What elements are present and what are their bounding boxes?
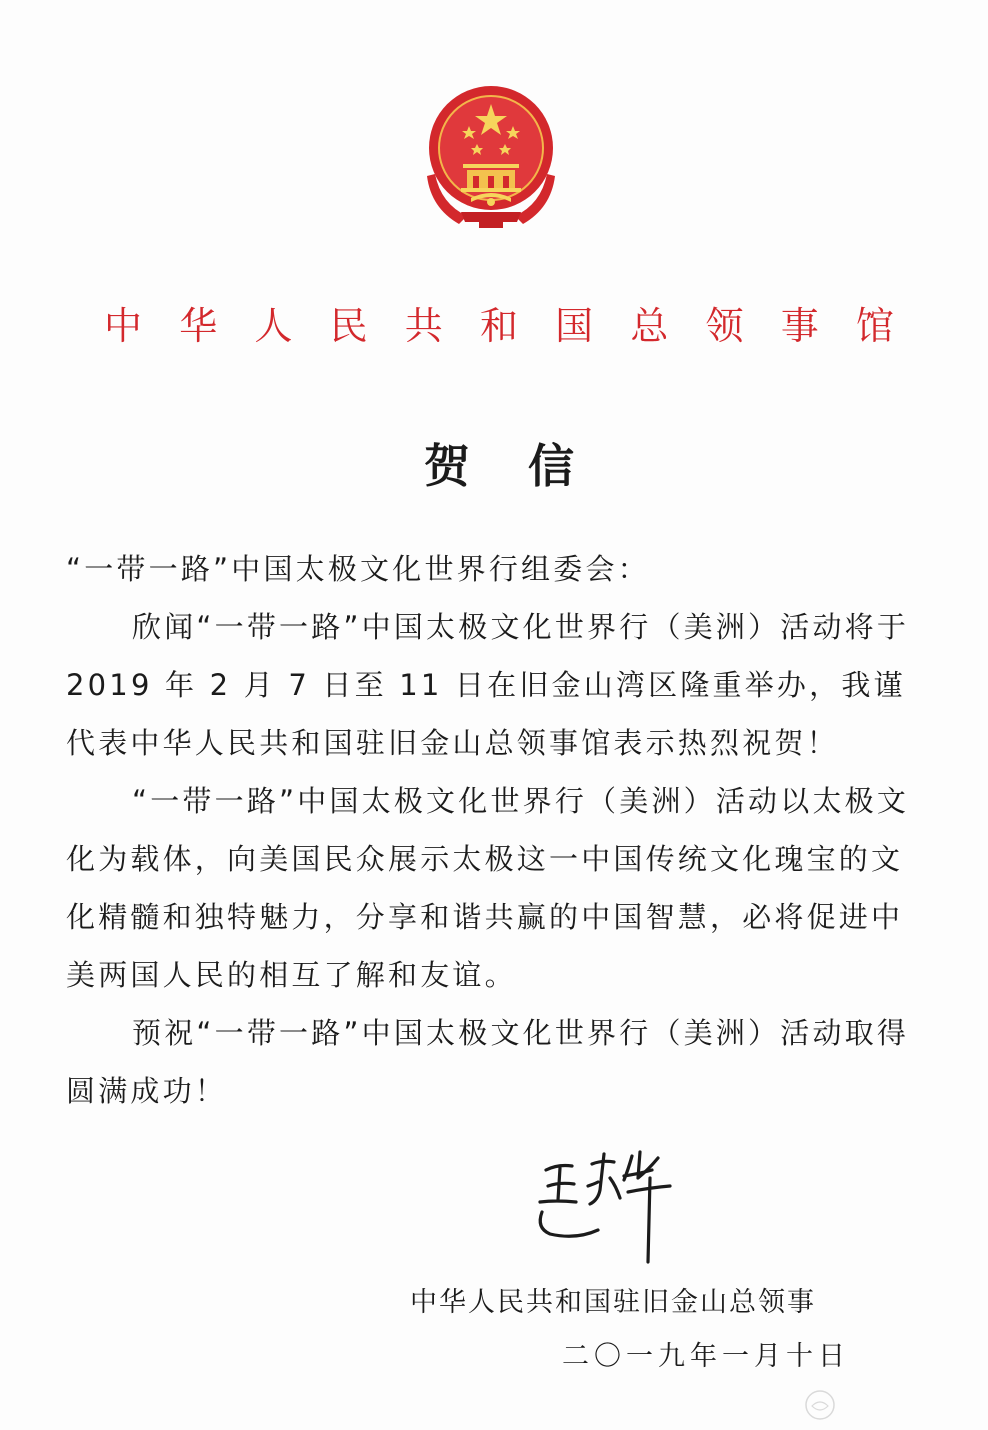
paragraph-2: “一带一路”中国太极文化世界行（美洲）活动以太极文化为载体，向美国民众展示太极这一中国传统文化瑰宝的文化精髓和独特魅力，分享和谐共赢的中国智慧，必将促进中美两国人民的相互了解和友谊。: [66, 784, 910, 992]
document-title: [424, 428, 574, 498]
letterhead-char: 领: [705, 304, 744, 348]
title-char: 信: [528, 439, 574, 493]
handwritten-signature: [528, 1130, 698, 1270]
signer-title: 中华人民共和国驻旧金山总领事: [410, 1287, 816, 1318]
letterhead-char: 总: [630, 304, 669, 348]
letterhead-char: 共: [404, 304, 443, 348]
title-char: 贺: [424, 439, 470, 493]
letter-date: 二〇一九年一月十日: [562, 1341, 850, 1372]
letterhead-char: 人: [254, 304, 293, 348]
paragraph-3: 预祝“一带一路”中国太极文化世界行（美洲）活动取得圆满成功！: [66, 1016, 910, 1108]
letterhead-char: 民: [329, 304, 368, 348]
letterhead-char: 事: [780, 304, 819, 348]
letterhead-char: 华: [179, 304, 218, 348]
paragraph-1: 欣闻“一带一路”中国太极文化世界行（美洲）活动将于 2019 年 2 月 7 日至 11 日在旧金山湾区隆重举办，我谨代表中华人民共和国驻旧金山总领事馆表示热烈祝贺！: [66, 610, 910, 760]
letterhead-char: 中: [104, 304, 143, 348]
letterhead-char: 和: [479, 304, 518, 348]
letterhead-char: 国: [555, 304, 594, 348]
watermark-icon: [798, 1388, 842, 1422]
salutation: “一带一路”中国太极文化世界行组委会：: [66, 552, 650, 586]
national-emblem-icon: [421, 84, 561, 230]
letterhead: [104, 298, 894, 354]
letter-body: [66, 540, 926, 1120]
letterhead-char: 馆: [855, 304, 894, 348]
